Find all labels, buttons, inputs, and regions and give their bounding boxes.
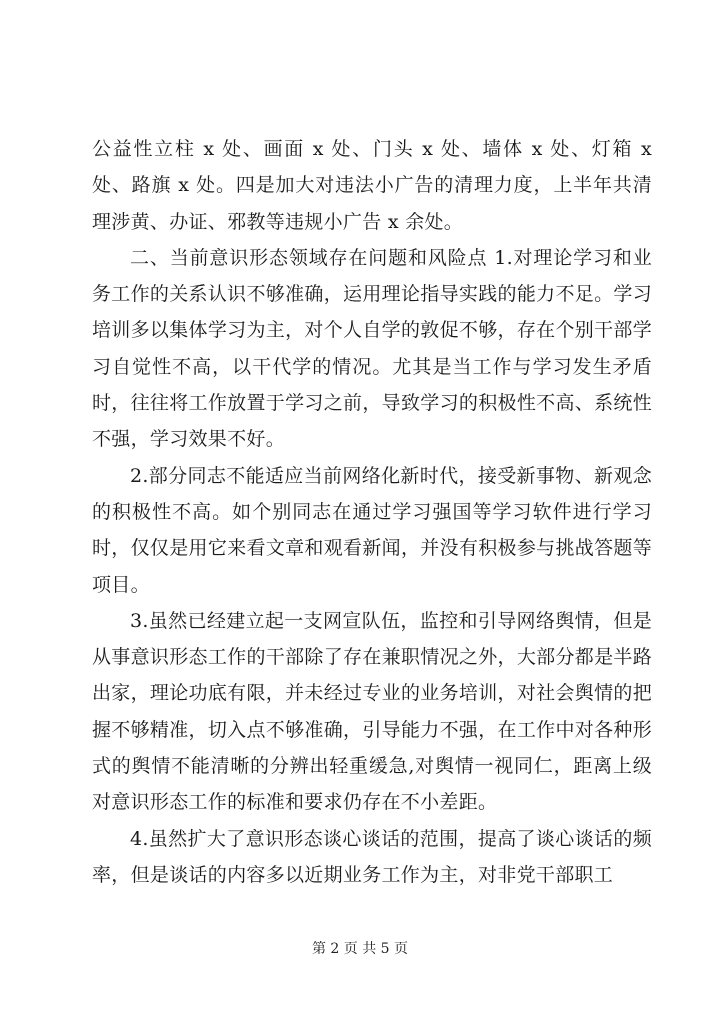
- document-body: [92, 131, 652, 893]
- paragraph-5: 4.虽然扩大了意识形态谈心谈话的范围，提高了谈心谈话的频率，但是谈话的内容多以近期业务工作为主，对非党干部职工: [92, 827, 652, 886]
- page-footer: [0, 938, 720, 958]
- paragraph-3: 2.部分同志不能适应当前网络化新时代，接受新事物、新观念的积极性不高。如个别同志在通过学习强国等学习软件进行学习时，仅仅是用它来看文章和观看新闻，并没有积极参与挑战答题等项目。: [92, 464, 652, 596]
- paragraph-2: 二、当前意识形态领域存在问题和风险点 1.对理论学习和业务工作的关系认识不够准确，运用理论指导实践的能力不足。学习培训多以集体学习为主，对个人自学的敦促不够，存在个别干部学习自觉性不高，以干代学的情况。尤其是当工作与学习发生矛盾时，往往将工作放置于学习之前，导致学习的积极性不高、系统性不强，学习效果不好。: [92, 246, 652, 451]
- paragraph-1: 公益性立柱 x 处、画面 x 处、门头 x 处、墙体 x 处、灯箱 x 处、路旗 x 处。四是加大对违法小广告的清理力度，上半年共清理涉黄、办证、邪教等违规小广告 x 余处。: [92, 138, 652, 233]
- paragraph-4: 3.虽然已经建立起一支网宣队伍，监控和引导网络舆情，但是从事意识形态工作的干部除了存在兼职情况之外，大部分都是半路出家，理论功底有限，并未经过专业的业务培训，对社会舆情的把握不够精准，切入点不够准确，引导能力不强，在工作中对各种形式的舆情不能清晰的分辨出轻重缓急,对舆情一视同仁，距离上级对意识形态工作的标准和要求仍存在不小差距。: [92, 609, 652, 814]
- page-number-label: 第 2 页 共 5 页: [311, 941, 409, 957]
